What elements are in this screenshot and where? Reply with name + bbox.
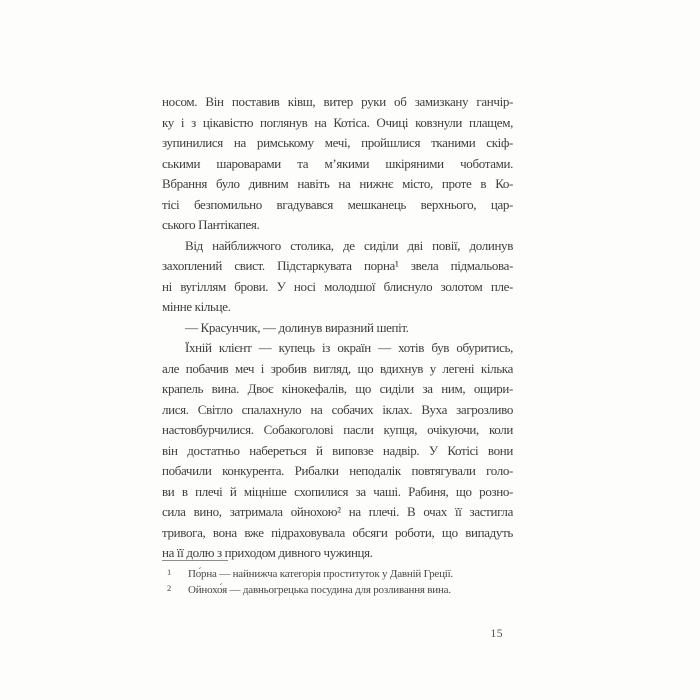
footnote-text: Ойнохо́я — давньогрецька посудина для розливання вина. <box>188 584 451 596</box>
footnote-item <box>162 582 513 598</box>
text-line: настовбурчилися. Собакоголові пасли купця, очікуючи, коли <box>162 422 513 437</box>
text-line: тривога, вона вже підраховувала обсяги роботи, що випадуть <box>162 524 513 540</box>
text-line: лися. Світло спалахнуло на собачих іклах. Вуха загрозливо <box>162 401 513 417</box>
text-line: Вбрання було дивним навіть на нижнє місто, проте в Ко- <box>162 176 513 191</box>
text-line: побачили конкурента. Рибалки неподалік повтягували голо- <box>162 463 513 478</box>
text-line: — Красунчик, — долинув виразний шепіт. <box>185 319 409 335</box>
text-line: на її долю з приходом дивного чужинця. <box>162 545 373 560</box>
text-line: крапель вина. Двоє кінокефалів, що сиділи за ним, ощири- <box>162 381 513 396</box>
page-number: 15 <box>490 628 503 640</box>
footnote-separator <box>162 560 228 561</box>
text-line: ку і з цікавістю поглянув на Котіса. Очиці ковзнули плащем, <box>162 114 513 130</box>
text-line: тісі безпомильно вгадувався мешканець верхнього, цар- <box>162 196 513 212</box>
text-line: Їхній клієнт — купець із окраїн — хотів був обуритись, <box>185 340 513 355</box>
text-line: зупинилися на римському мечі, пройшлися тканими скіф- <box>162 135 513 150</box>
footnote-number: 1 <box>167 567 172 577</box>
footnote-text: По́рна — найнижча категорія проституток у Давній Греції. <box>188 568 454 580</box>
text-line: ні вугіллям брови. У носі молодшої блиснуло золотом пле- <box>162 278 513 294</box>
text-line: ськими шароварами та м’якими шкіряними чоботами. <box>162 155 513 171</box>
text-line: мінне кільце. <box>162 299 231 314</box>
text-line: ського Пантікапея. <box>162 217 260 232</box>
footnotes <box>162 566 513 598</box>
text-line: але побачив меч і зробив вигляд, що вдихнув у легені кілька <box>162 360 513 376</box>
body-text <box>162 92 513 564</box>
text-line: Від найближчого столика, де сиділи дві повії, долинув <box>185 237 513 253</box>
text-line: захоплений свист. Підстаркувата порна¹ звела підмальова- <box>162 258 513 273</box>
text-line: носом. Він поставив ківш, витер руки об замизкану ганчір- <box>162 94 513 109</box>
text-line: він достатньо набереться й виповзе надвір. У Котісі вони <box>162 442 513 458</box>
text-line: сила вино, затримала ойнохою² на плечі. В очах її застигла <box>162 504 513 519</box>
text-line: ви в плечі й міцніше схопилися за чаші. Рабиня, що розно- <box>162 483 513 499</box>
footnote-item <box>162 566 513 582</box>
footnote-number: 2 <box>167 583 172 593</box>
